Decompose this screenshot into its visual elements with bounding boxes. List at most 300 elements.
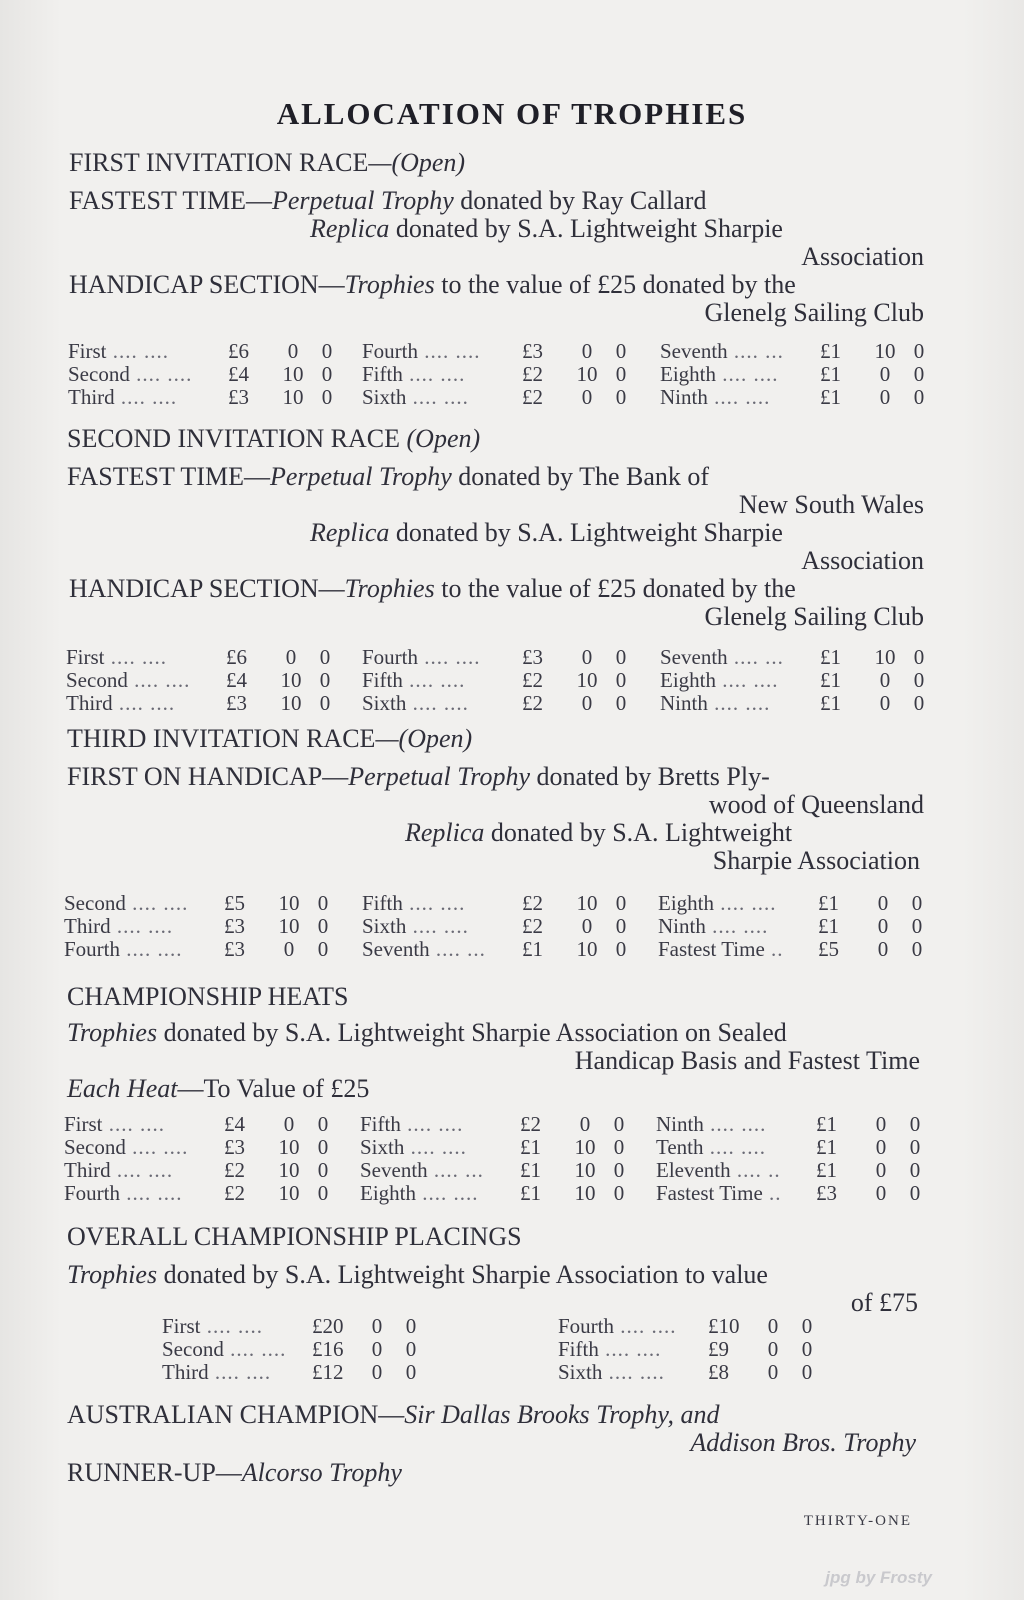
prize-shillings: 0 xyxy=(371,1337,383,1361)
prize-pounds: £3 xyxy=(228,385,249,409)
prize-place: Fifth xyxy=(362,668,403,692)
s1-handicap-line: HANDICAP SECTION—Trophies to the value of £25 donated by the xyxy=(69,270,796,299)
prize-shillings: 10 xyxy=(576,668,598,692)
s1-prize-column xyxy=(362,340,636,409)
prize-row xyxy=(64,1136,338,1159)
leader-dots: .... .... xyxy=(598,1337,662,1361)
prize-pence: 0 xyxy=(615,937,627,961)
prize-row xyxy=(660,340,934,363)
prize-place: Fourth xyxy=(558,1314,615,1338)
prize-place: Third xyxy=(66,691,113,715)
leader-dots: .... .... xyxy=(707,691,771,715)
prize-pence: 0 xyxy=(613,1181,625,1205)
s5-trophies-cont: of £75 xyxy=(850,1288,918,1317)
page-number: THIRTY-ONE xyxy=(803,1513,912,1529)
prize-shillings: 10 xyxy=(874,645,896,669)
prize-pence: 0 xyxy=(321,339,333,363)
prize-pounds: £6 xyxy=(226,645,247,669)
prize-pence: 0 xyxy=(913,645,925,669)
prize-shillings: 0 xyxy=(879,362,891,386)
s3-prize-column xyxy=(658,892,932,961)
prize-place: Seventh xyxy=(660,645,728,669)
prize-place: First xyxy=(68,339,107,363)
prize-pence: 0 xyxy=(615,668,627,692)
leader-dots: .... .... xyxy=(208,1360,272,1384)
prize-shillings: 0 xyxy=(879,385,891,409)
prize-shillings: 10 xyxy=(278,1135,300,1159)
prize-row xyxy=(360,1159,634,1182)
s1-prize-column xyxy=(660,340,934,409)
prize-shillings: 0 xyxy=(767,1360,779,1384)
prize-place: Fastest Time xyxy=(658,937,765,961)
prize-row xyxy=(362,340,636,363)
leader-dots: .... .... xyxy=(404,1135,467,1159)
prize-pounds: £1 xyxy=(818,891,839,915)
s3-replica-line: Replica donated by S.A. Lightweight xyxy=(405,818,793,847)
leader-dots: .... .... xyxy=(716,668,779,692)
prize-pence: 0 xyxy=(911,937,923,961)
s1-replica-cont: Association xyxy=(801,242,924,271)
prize-pence: 0 xyxy=(801,1314,813,1338)
s2-prize-column xyxy=(660,646,934,715)
prize-shillings: 0 xyxy=(581,385,593,409)
prize-pence: 0 xyxy=(913,385,925,409)
leader-dots: .... .... xyxy=(705,914,769,938)
prize-place: Sixth xyxy=(362,691,407,715)
prize-place: Ninth xyxy=(656,1112,704,1136)
prize-pounds: £2 xyxy=(522,362,543,386)
prize-pence: 0 xyxy=(913,691,925,715)
s2-prize-column xyxy=(362,646,636,715)
prize-shillings: 0 xyxy=(879,668,891,692)
prize-place: Fourth xyxy=(362,339,419,363)
prize-pounds: £1 xyxy=(820,362,841,386)
prize-row xyxy=(66,646,340,669)
prize-place: First xyxy=(64,1112,103,1136)
prize-pence: 0 xyxy=(913,668,925,692)
prize-place: Sixth xyxy=(558,1360,603,1384)
prize-row xyxy=(558,1315,822,1338)
prize-place: Fifth xyxy=(362,891,403,915)
runner-up-line: RUNNER-UP—Alcorso Trophy xyxy=(67,1458,402,1487)
prize-place: Sixth xyxy=(362,385,407,409)
prize-place: Seventh xyxy=(362,937,430,961)
prize-pounds: £1 xyxy=(520,1181,541,1205)
s2-fastest-cont: New South Wales xyxy=(738,490,924,519)
prize-place: Ninth xyxy=(658,914,706,938)
prize-row xyxy=(64,938,338,961)
prize-row xyxy=(66,692,340,715)
prize-pence: 0 xyxy=(911,891,923,915)
prize-pounds: £12 xyxy=(312,1360,344,1384)
prize-row xyxy=(660,669,934,692)
prize-pence: 0 xyxy=(909,1158,921,1182)
s4-prize-column xyxy=(656,1113,930,1205)
s5-trophies-line: Trophies donated by S.A. Lightweight Sharpie Association to value xyxy=(67,1260,768,1289)
prize-shillings: 10 xyxy=(280,668,302,692)
prize-shillings: 0 xyxy=(581,645,593,669)
prize-pounds: £1 xyxy=(816,1158,837,1182)
prize-pence: 0 xyxy=(317,1112,329,1136)
prize-row xyxy=(66,669,340,692)
prize-place: Third xyxy=(162,1360,209,1384)
prize-shillings: 10 xyxy=(278,1181,300,1205)
s4-trophies-line: Trophies donated by S.A. Lightweight Sharpie Association on Sealed xyxy=(67,1018,787,1047)
leader-dots: .... .... xyxy=(102,1112,166,1136)
prize-pounds: £1 xyxy=(816,1135,837,1159)
leader-dots: .... ... xyxy=(427,1158,484,1182)
prize-pence: 0 xyxy=(615,691,627,715)
prize-pence: 0 xyxy=(909,1112,921,1136)
prize-pounds: £2 xyxy=(522,385,543,409)
prize-place: Fifth xyxy=(362,362,403,386)
prize-pence: 0 xyxy=(615,385,627,409)
prize-place: Eighth xyxy=(360,1181,416,1205)
prize-pounds: £1 xyxy=(522,937,543,961)
prize-pounds: £10 xyxy=(708,1314,740,1338)
prize-place: Second xyxy=(66,668,128,692)
overall-championship-heading: OVERALL CHAMPIONSHIP PLACINGS xyxy=(67,1222,522,1251)
prize-row xyxy=(660,646,934,669)
leader-dots: .... .... xyxy=(112,691,176,715)
s2-fastest-time-line: FASTEST TIME—Perpetual Trophy donated by The Bank of xyxy=(67,462,710,491)
prize-pounds: £3 xyxy=(224,937,245,961)
prize-shillings: 0 xyxy=(875,1181,887,1205)
prize-row xyxy=(360,1113,634,1136)
prize-row xyxy=(64,915,338,938)
prize-row xyxy=(162,1361,426,1384)
prize-pounds: £2 xyxy=(224,1158,245,1182)
prize-row xyxy=(558,1361,822,1384)
leader-dots: .... .... xyxy=(402,891,466,915)
s4-prize-column xyxy=(64,1113,338,1205)
leader-dots: .... .... xyxy=(406,385,469,409)
prize-place: Eleventh xyxy=(656,1158,731,1182)
prize-shillings: 0 xyxy=(875,1112,887,1136)
prize-pounds: £1 xyxy=(816,1112,837,1136)
prize-pounds: £3 xyxy=(816,1181,837,1205)
prize-pence: 0 xyxy=(613,1158,625,1182)
prize-pence: 0 xyxy=(615,362,627,386)
prize-shillings: 0 xyxy=(875,1135,887,1159)
prize-pence: 0 xyxy=(319,691,331,715)
s3-replica-cont: Sharpie Association xyxy=(712,846,920,875)
prize-pounds: £6 xyxy=(228,339,249,363)
leader-dots: .... .... xyxy=(716,362,779,386)
leader-dots: .... .... xyxy=(602,1360,665,1384)
prize-pence: 0 xyxy=(909,1181,921,1205)
s2-replica-cont: Association xyxy=(801,546,924,575)
prize-pounds: £3 xyxy=(226,691,247,715)
third-invitation-race-heading: THIRD INVITATION RACE—(Open) xyxy=(67,724,473,753)
prize-place: Second xyxy=(64,1135,126,1159)
prize-pounds: £1 xyxy=(820,691,841,715)
prize-shillings: 0 xyxy=(581,691,593,715)
australian-champion-line: AUSTRALIAN CHAMPION—Sir Dallas Brooks Trophy, and xyxy=(67,1400,720,1429)
prize-place: Ninth xyxy=(660,691,708,715)
prize-pounds: £5 xyxy=(224,891,245,915)
leader-dots: .... .... xyxy=(400,1112,464,1136)
prize-pence: 0 xyxy=(317,1135,329,1159)
prize-pence: 0 xyxy=(405,1337,417,1361)
leader-dots: .... .... xyxy=(416,1181,479,1205)
prize-pounds: £16 xyxy=(312,1337,344,1361)
leader-dots: .... .... xyxy=(707,385,771,409)
leader-dots: .... .. xyxy=(730,1158,781,1182)
prize-shillings: 0 xyxy=(879,691,891,715)
s4-each-heat-line: Each Heat—To Value of £25 xyxy=(67,1074,370,1103)
watermark-credit: jpg by Frosty xyxy=(825,1568,932,1587)
s3-prize-column xyxy=(362,892,636,961)
prize-pounds: £2 xyxy=(522,891,543,915)
prize-row xyxy=(656,1159,930,1182)
s1-handicap-cont: Glenelg Sailing Club xyxy=(704,298,924,327)
championship-heats-heading: CHAMPIONSHIP HEATS xyxy=(67,982,349,1011)
prize-pounds: £4 xyxy=(226,668,247,692)
prize-place: Second xyxy=(68,362,130,386)
prize-shillings: 0 xyxy=(371,1360,383,1384)
prize-row xyxy=(64,1113,338,1136)
prize-shillings: 10 xyxy=(576,362,598,386)
prize-pounds: £2 xyxy=(522,914,543,938)
prize-place: Fourth xyxy=(362,645,419,669)
prize-shillings: 10 xyxy=(280,691,302,715)
prize-shillings: 0 xyxy=(877,937,889,961)
prize-place: First xyxy=(66,645,105,669)
s1-replica-line: Replica donated by S.A. Lightweight Sharpie xyxy=(310,214,783,243)
prize-row xyxy=(162,1338,426,1361)
s5-prize-column xyxy=(558,1315,822,1384)
prize-pounds: £1 xyxy=(820,668,841,692)
prize-pounds: £4 xyxy=(224,1112,245,1136)
prize-row xyxy=(68,386,342,409)
prize-row xyxy=(362,892,636,915)
leader-dots: .... .... xyxy=(125,1135,189,1159)
prize-row xyxy=(658,915,932,938)
leader-dots: .... .... xyxy=(125,891,189,915)
leader-dots: .... .... xyxy=(110,914,174,938)
s4-prize-column xyxy=(360,1113,634,1205)
prize-row xyxy=(68,363,342,386)
first-invitation-race-heading: FIRST INVITATION RACE—(Open) xyxy=(69,148,466,177)
prize-shillings: 0 xyxy=(875,1158,887,1182)
leader-dots: .... .... xyxy=(418,645,481,669)
prize-row xyxy=(656,1113,930,1136)
prize-pounds: £3 xyxy=(224,914,245,938)
prize-pounds: £8 xyxy=(708,1360,729,1384)
prize-shillings: 0 xyxy=(283,1112,295,1136)
prize-pence: 0 xyxy=(615,914,627,938)
prize-place: Third xyxy=(64,914,111,938)
prize-row xyxy=(360,1136,634,1159)
prize-place: Third xyxy=(64,1158,111,1182)
leader-dots: .... .... xyxy=(223,1337,287,1361)
leader-dots: .... .... xyxy=(402,668,466,692)
prize-shillings: 10 xyxy=(278,1158,300,1182)
prize-pounds: £1 xyxy=(818,914,839,938)
leader-dots: .... .... xyxy=(104,645,168,669)
prize-place: First xyxy=(162,1314,201,1338)
prize-place: Fifth xyxy=(360,1112,401,1136)
s3-first-cont: wood of Queensland xyxy=(708,790,924,819)
prize-pounds: £4 xyxy=(228,362,249,386)
prize-pence: 0 xyxy=(405,1314,417,1338)
prize-shillings: 10 xyxy=(278,914,300,938)
prize-shillings: 10 xyxy=(574,1158,596,1182)
prize-pence: 0 xyxy=(405,1360,417,1384)
prize-pence: 0 xyxy=(801,1337,813,1361)
australian-champion-cont: Addison Bros. Trophy xyxy=(690,1428,916,1457)
prize-pence: 0 xyxy=(319,645,331,669)
prize-place: Tenth xyxy=(656,1135,704,1159)
prize-row xyxy=(656,1136,930,1159)
prize-place: Seventh xyxy=(360,1158,428,1182)
prize-row xyxy=(68,340,342,363)
leader-dots: .... .... xyxy=(120,937,183,961)
prize-pounds: £5 xyxy=(818,937,839,961)
prize-row xyxy=(64,1159,338,1182)
s2-handicap-cont: Glenelg Sailing Club xyxy=(704,602,924,631)
prize-row xyxy=(362,646,636,669)
s1-fastest-time-line: FASTEST TIME—Perpetual Trophy donated by Ray Callard xyxy=(69,186,707,215)
second-invitation-race-heading: SECOND INVITATION RACE (Open) xyxy=(67,424,481,453)
prize-row xyxy=(660,692,934,715)
leader-dots: .... .... xyxy=(418,339,481,363)
leader-dots: .... .... xyxy=(114,385,178,409)
prize-pence: 0 xyxy=(321,362,333,386)
prize-shillings: 0 xyxy=(285,645,297,669)
prize-place: Fourth xyxy=(64,1181,121,1205)
prize-place: Third xyxy=(68,385,115,409)
prize-pence: 0 xyxy=(317,937,329,961)
prize-row xyxy=(360,1182,634,1205)
leader-dots: .... .... xyxy=(106,339,170,363)
prize-pence: 0 xyxy=(317,891,329,915)
prize-pence: 0 xyxy=(913,362,925,386)
leader-dots: .... .... xyxy=(127,668,191,692)
prize-pence: 0 xyxy=(801,1360,813,1384)
leader-dots: .... .... xyxy=(703,1112,767,1136)
prize-pounds: £1 xyxy=(520,1135,541,1159)
prize-pounds: £2 xyxy=(522,691,543,715)
prize-pounds: £1 xyxy=(520,1158,541,1182)
leader-dots: .... .... xyxy=(120,1181,183,1205)
prize-shillings: 10 xyxy=(576,891,598,915)
prize-pounds: £9 xyxy=(708,1337,729,1361)
prize-pence: 0 xyxy=(913,339,925,363)
prize-row xyxy=(362,915,636,938)
prize-row xyxy=(362,363,636,386)
prize-row xyxy=(64,1182,338,1205)
prize-shillings: 0 xyxy=(581,339,593,363)
prize-place: Second xyxy=(64,891,126,915)
prize-row xyxy=(658,938,932,961)
leader-dots: .... .... xyxy=(703,1135,767,1159)
prize-pounds: £20 xyxy=(312,1314,344,1338)
s3-first-on-handicap-line: FIRST ON HANDICAP—Perpetual Trophy donated by Bretts Ply- xyxy=(67,762,770,791)
prize-pounds: £2 xyxy=(522,668,543,692)
prize-shillings: 10 xyxy=(574,1135,596,1159)
prize-place: Ninth xyxy=(660,385,708,409)
prize-row xyxy=(558,1338,822,1361)
prize-place: Seventh xyxy=(660,339,728,363)
leader-dots: .... ... xyxy=(727,645,784,669)
prize-shillings: 10 xyxy=(576,937,598,961)
s4-trophies-cont: Handicap Basis and Fastest Time xyxy=(574,1046,920,1075)
prize-shillings: 0 xyxy=(283,937,295,961)
leader-dots: .... .... xyxy=(406,914,469,938)
prize-pence: 0 xyxy=(615,339,627,363)
prize-row xyxy=(362,386,636,409)
prize-shillings: 0 xyxy=(767,1337,779,1361)
prize-place: Fifth xyxy=(558,1337,599,1361)
s3-prize-column xyxy=(64,892,338,961)
prize-pence: 0 xyxy=(613,1112,625,1136)
leader-dots: .... ... xyxy=(429,937,486,961)
prize-pounds: £3 xyxy=(224,1135,245,1159)
prize-place: Sixth xyxy=(360,1135,405,1159)
prize-pounds: £3 xyxy=(522,645,543,669)
page-title: ALLOCATION OF TROPHIES xyxy=(276,96,748,131)
prize-shillings: 10 xyxy=(282,362,304,386)
prize-shillings: 0 xyxy=(287,339,299,363)
s5-prize-column xyxy=(162,1315,426,1384)
prize-shillings: 0 xyxy=(371,1314,383,1338)
prize-shillings: 0 xyxy=(767,1314,779,1338)
prize-place: Eighth xyxy=(658,891,714,915)
prize-place: Eighth xyxy=(660,362,716,386)
prize-pounds: £3 xyxy=(522,339,543,363)
prize-pence: 0 xyxy=(911,914,923,938)
prize-row xyxy=(362,692,636,715)
prize-shillings: 10 xyxy=(874,339,896,363)
prize-pence: 0 xyxy=(909,1135,921,1159)
leader-dots: .... .... xyxy=(714,891,777,915)
prize-place: Fourth xyxy=(64,937,121,961)
prize-pounds: £2 xyxy=(224,1181,245,1205)
prize-row xyxy=(660,363,934,386)
leader-dots: .... .... xyxy=(614,1314,677,1338)
prize-pence: 0 xyxy=(317,1181,329,1205)
prize-shillings: 10 xyxy=(278,891,300,915)
prize-row xyxy=(362,669,636,692)
leader-dots: .... .... xyxy=(402,362,466,386)
prize-row xyxy=(660,386,934,409)
prize-pounds: £1 xyxy=(820,339,841,363)
leader-dots: .. xyxy=(762,1181,782,1205)
prize-pence: 0 xyxy=(319,668,331,692)
leader-dots: .... .... xyxy=(129,362,193,386)
prize-shillings: 10 xyxy=(574,1181,596,1205)
s2-handicap-line: HANDICAP SECTION—Trophies to the value of £25 donated by the xyxy=(69,574,796,603)
prize-pence: 0 xyxy=(317,914,329,938)
prize-pence: 0 xyxy=(317,1158,329,1182)
s2-replica-line: Replica donated by S.A. Lightweight Sharpie xyxy=(310,518,783,547)
prize-shillings: 0 xyxy=(579,1112,591,1136)
prize-row xyxy=(658,892,932,915)
prize-pence: 0 xyxy=(615,645,627,669)
prize-place: Second xyxy=(162,1337,224,1361)
prize-shillings: 0 xyxy=(877,914,889,938)
leader-dots: .. xyxy=(764,937,784,961)
s2-prize-column xyxy=(66,646,340,715)
leader-dots: .... .... xyxy=(110,1158,174,1182)
prize-place: Eighth xyxy=(660,668,716,692)
prize-pounds: £1 xyxy=(820,385,841,409)
prize-shillings: 10 xyxy=(282,385,304,409)
prize-pounds: £1 xyxy=(820,645,841,669)
prize-pence: 0 xyxy=(321,385,333,409)
